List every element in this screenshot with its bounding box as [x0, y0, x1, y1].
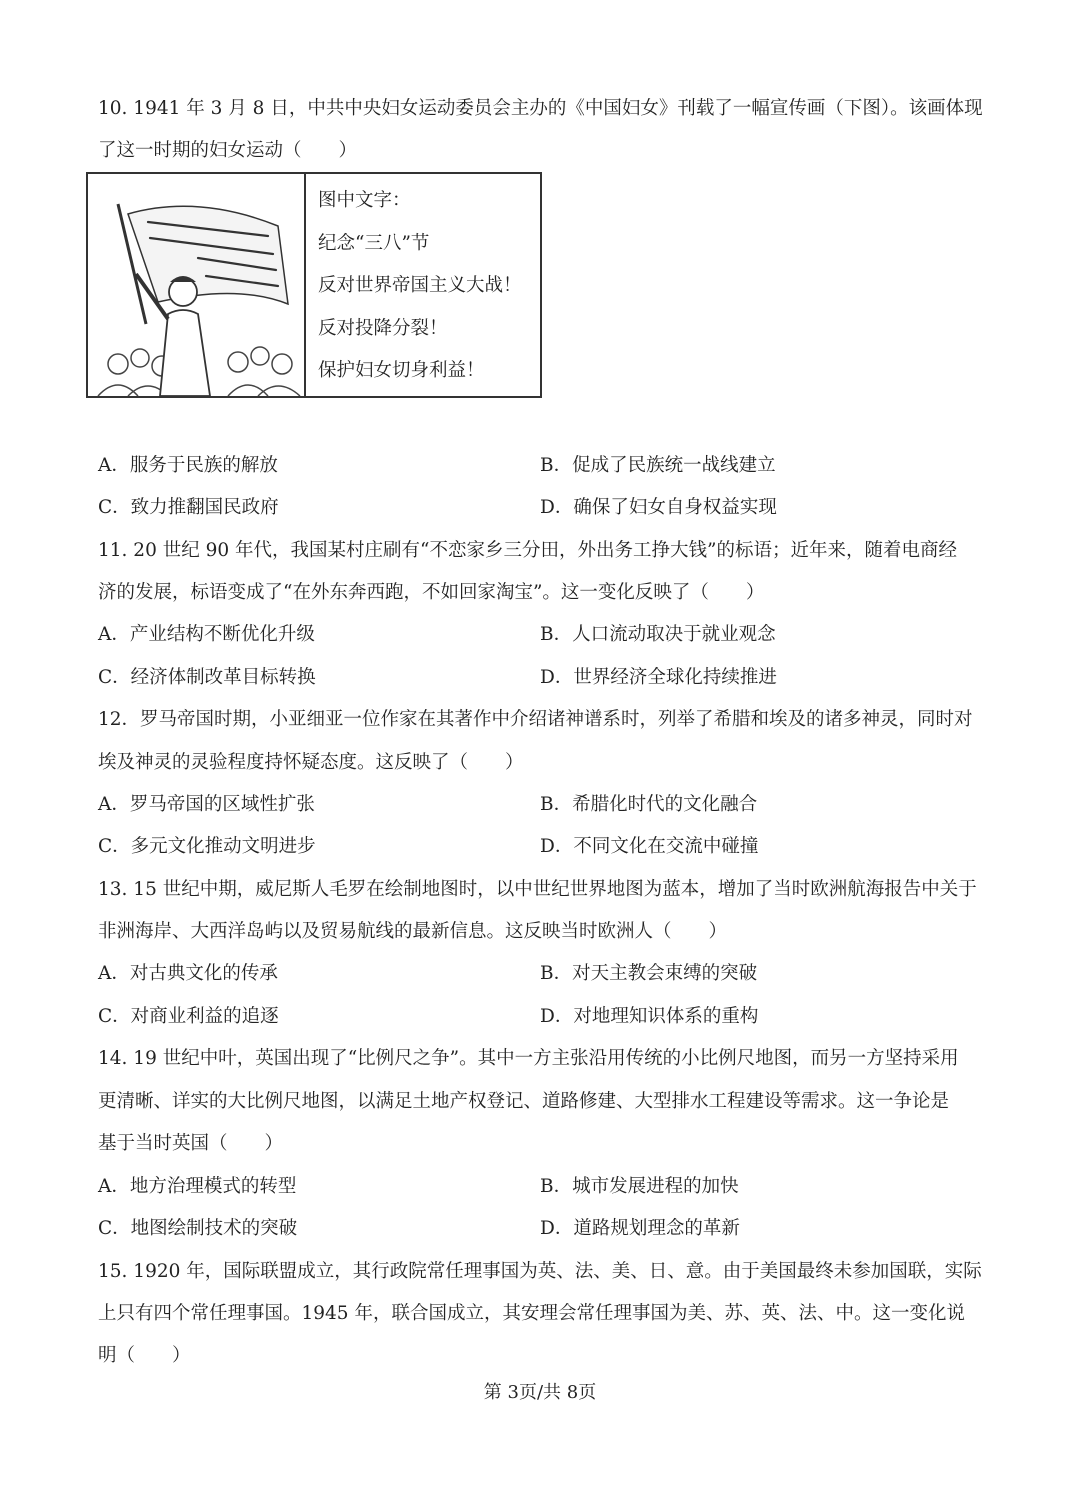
q12-option-d[interactable]: D．不同文化在交流中碰撞 — [540, 836, 759, 857]
caption-line-4: 反对投降分裂！ — [318, 317, 448, 339]
q12-stem-line1: 12．罗马帝国时期，小亚细亚一位作家在其著作中介绍诸神谱系时，列举了希腊和埃及的诸多神灵，同时对 — [98, 709, 973, 730]
propaganda-figure — [86, 172, 542, 398]
caption-line-1: 图中文字： — [318, 190, 411, 211]
q15-stem-line3: 明（ ） — [98, 1345, 191, 1366]
q13-stem-line2: 非洲海岸、大西洋岛屿以及贸易航线的最新信息。这反映当时欧洲人（ ） — [98, 921, 728, 942]
q13-option-d[interactable]: D．对地理知识体系的重构 — [540, 1006, 759, 1027]
q13-stem-line1: 13. 15 世纪中期，威尼斯人毛罗在绘制地图时，以中世纪世界地图为蓝本，增加了当时欧洲航海报告中关于 — [98, 879, 977, 900]
figure-caption — [318, 188, 522, 401]
q11-option-c[interactable]: C．经济体制改革目标转换 — [98, 667, 316, 688]
q12-stem-line2: 埃及神灵的灵验程度持怀疑态度。这反映了（ ） — [98, 752, 524, 773]
q13-option-c[interactable]: C．对商业利益的追逐 — [98, 1006, 279, 1027]
q12-option-c[interactable]: C．多元文化推动文明进步 — [98, 836, 316, 857]
q12-option-b[interactable]: B．希腊化时代的文化融合 — [540, 794, 758, 815]
q10-stem-line2: 了这一时期的妇女运动（ ） — [98, 140, 358, 161]
q10-option-a[interactable]: A．服务于民族的解放 — [98, 455, 278, 476]
q11-option-a[interactable]: A．产业结构不断优化升级 — [98, 624, 315, 645]
q11-option-b[interactable]: B．人口流动取决于就业观念 — [540, 624, 776, 645]
q14-option-a[interactable]: A．地方治理模式的转型 — [98, 1176, 297, 1197]
caption-line-2: 纪念“三八”节 — [318, 232, 430, 254]
q10-option-b[interactable]: B．促成了民族统一战线建立 — [540, 455, 776, 476]
q13-option-b[interactable]: B．对天主教会束缚的突破 — [540, 963, 758, 984]
q15-stem-line1: 15. 1920 年，国际联盟成立，其行政院常任理事国为英、法、美、日、意。由于美国最终未参加国联，实际 — [98, 1261, 982, 1282]
q14-stem-line1: 14. 19 世纪中叶，英国出现了“比例尺之争”。其中一方主张沿用传统的小比例尺地图，而另一方坚持采用 — [98, 1048, 959, 1069]
q14-stem-line3: 基于当时英国（ ） — [98, 1133, 284, 1154]
q14-option-b[interactable]: B．城市发展进程的加快 — [540, 1176, 739, 1197]
q13-option-a[interactable]: A．对古典文化的传承 — [98, 963, 278, 984]
page-footer: 第 3页/共 8页 — [483, 1382, 597, 1403]
q10-option-d[interactable]: D．确保了妇女自身权益实现 — [540, 497, 777, 518]
q11-option-d[interactable]: D．世界经济全球化持续推进 — [540, 667, 777, 688]
q14-stem-line2: 更清晰、详实的大比例尺地图，以满足土地产权登记、道路修建、大型排水工程建设等需求。这一争论是 — [98, 1091, 950, 1112]
q10-option-c[interactable]: C．致力推翻国民政府 — [98, 497, 279, 518]
caption-line-3: 反对世界帝国主义大战！ — [318, 275, 522, 296]
q11-stem-line1: 11. 20 世纪 90 年代，我国某村庄刷有“不恋家乡三分田，外出务工挣大钱”的标语；近年来，随着电商经 — [98, 540, 957, 561]
q14-option-c[interactable]: C．地图绘制技术的突破 — [98, 1218, 298, 1239]
propaganda-poster-image — [88, 174, 306, 396]
q14-option-d[interactable]: D．道路规划理念的革新 — [540, 1218, 740, 1239]
caption-line-5: 保护妇女切身利益！ — [318, 360, 485, 381]
q11-stem-line2: 济的发展，标语变成了“在外东奔西跑，不如回家淘宝”。这一变化反映了（ ） — [98, 582, 765, 603]
q10-stem-line1: 10. 1941 年 3 月 8 日，中共中央妇女运动委员会主办的《中国妇女》刊载了一幅宣传画（下图）。该画体现 — [98, 98, 983, 119]
q15-stem-line2: 上只有四个常任理事国。1945 年，联合国成立，其安理会常任理事国为美、苏、英、法、中。这一变化说 — [98, 1303, 965, 1324]
q12-option-a[interactable]: A．罗马帝国的区域性扩张 — [98, 794, 315, 815]
